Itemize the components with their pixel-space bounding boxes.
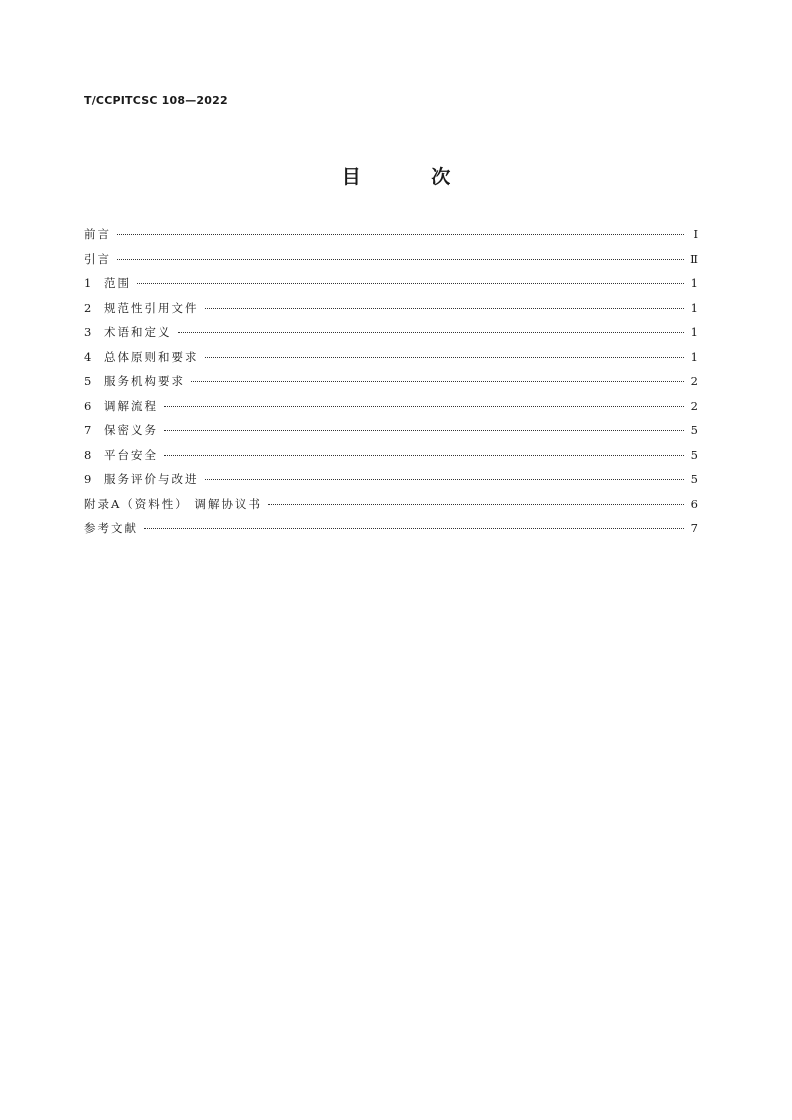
toc-entry-text: 规范性引用文件 [104,300,199,315]
toc-entry-page: 1 [690,300,698,315]
toc-leader-dots [164,406,684,407]
toc-entry-introduction[interactable] [84,251,698,276]
toc-leader-dots [268,504,684,505]
toc-entry-number: 4 [84,349,92,364]
toc-entry-text: 术语和定义 [104,325,172,339]
toc-leader-dots [205,357,685,358]
toc-entry-text: 范围 [104,276,131,290]
toc-entry-number: 5 [84,374,92,388]
toc-entry-platform-security[interactable] [84,447,698,472]
toc-entry-page: 5 [690,423,698,437]
toc-entry-text: 服务机构要求 [104,374,185,388]
toc-entry-text: 平台安全 [104,447,158,462]
toc-leader-dots [164,430,684,431]
toc-entry-page: Ⅱ [690,251,698,266]
toc-entry-text: 服务评价与改进 [104,472,199,486]
toc-entry-number: 1 [84,276,92,290]
toc-leader-dots [164,455,684,456]
toc-entry-number: 7 [84,423,92,437]
toc-leader-dots [144,528,684,529]
toc-leader-dots [178,332,685,333]
toc-entry-text: 引言 [84,251,111,266]
toc-entry-bibliography[interactable] [84,520,698,545]
toc-entry-text: 保密义务 [104,423,158,437]
toc-entry-number: 8 [84,447,92,462]
toc-entry-page: 5 [690,472,698,486]
toc-leader-dots [117,259,684,260]
toc-leader-dots [137,283,684,284]
toc-entry-page: Ⅰ [693,227,698,241]
toc-entry-appendix-a[interactable] [84,496,698,521]
toc-entry-terms-definitions[interactable] [84,324,698,349]
toc-entry-page: 5 [690,447,698,462]
toc-entry-mediation-process[interactable] [84,398,698,423]
toc-entry-confidentiality[interactable] [84,422,698,447]
toc-entry-page: 1 [690,325,698,339]
toc-entry-normative-references[interactable] [84,300,698,325]
table-of-contents [84,226,698,545]
toc-entry-text: 调解流程 [104,398,158,413]
toc-entry-number: 6 [84,398,92,413]
toc-entry-number: 3 [84,325,92,339]
toc-title: 目 次 [341,166,483,188]
toc-entry-text: 参考文献 [84,521,138,535]
toc-entry-general-principles[interactable] [84,349,698,374]
toc-leader-dots [205,479,685,480]
toc-entry-number: 2 [84,300,92,315]
toc-entry-foreword[interactable] [84,226,698,251]
toc-entry-page: 7 [690,521,698,535]
toc-leader-dots [117,234,684,235]
toc-leader-dots [205,308,685,309]
toc-entry-page: 2 [690,374,698,388]
toc-entry-text: 附录A（资料性） 调解协议书 [84,496,262,511]
toc-leader-dots [191,381,684,382]
toc-entry-scope[interactable] [84,275,698,300]
toc-entry-service-organization[interactable] [84,373,698,398]
toc-entry-page: 6 [690,496,698,511]
toc-entry-text: 总体原则和要求 [104,349,199,364]
toc-entry-page: 1 [690,349,698,364]
toc-entry-page: 2 [690,398,698,413]
toc-entry-page: 1 [690,276,698,290]
toc-entry-text: 前言 [84,227,111,241]
toc-entry-service-evaluation[interactable] [84,471,698,496]
toc-entry-number: 9 [84,472,92,486]
document-code: T/CCPITCSC 108—2022 [84,94,228,107]
